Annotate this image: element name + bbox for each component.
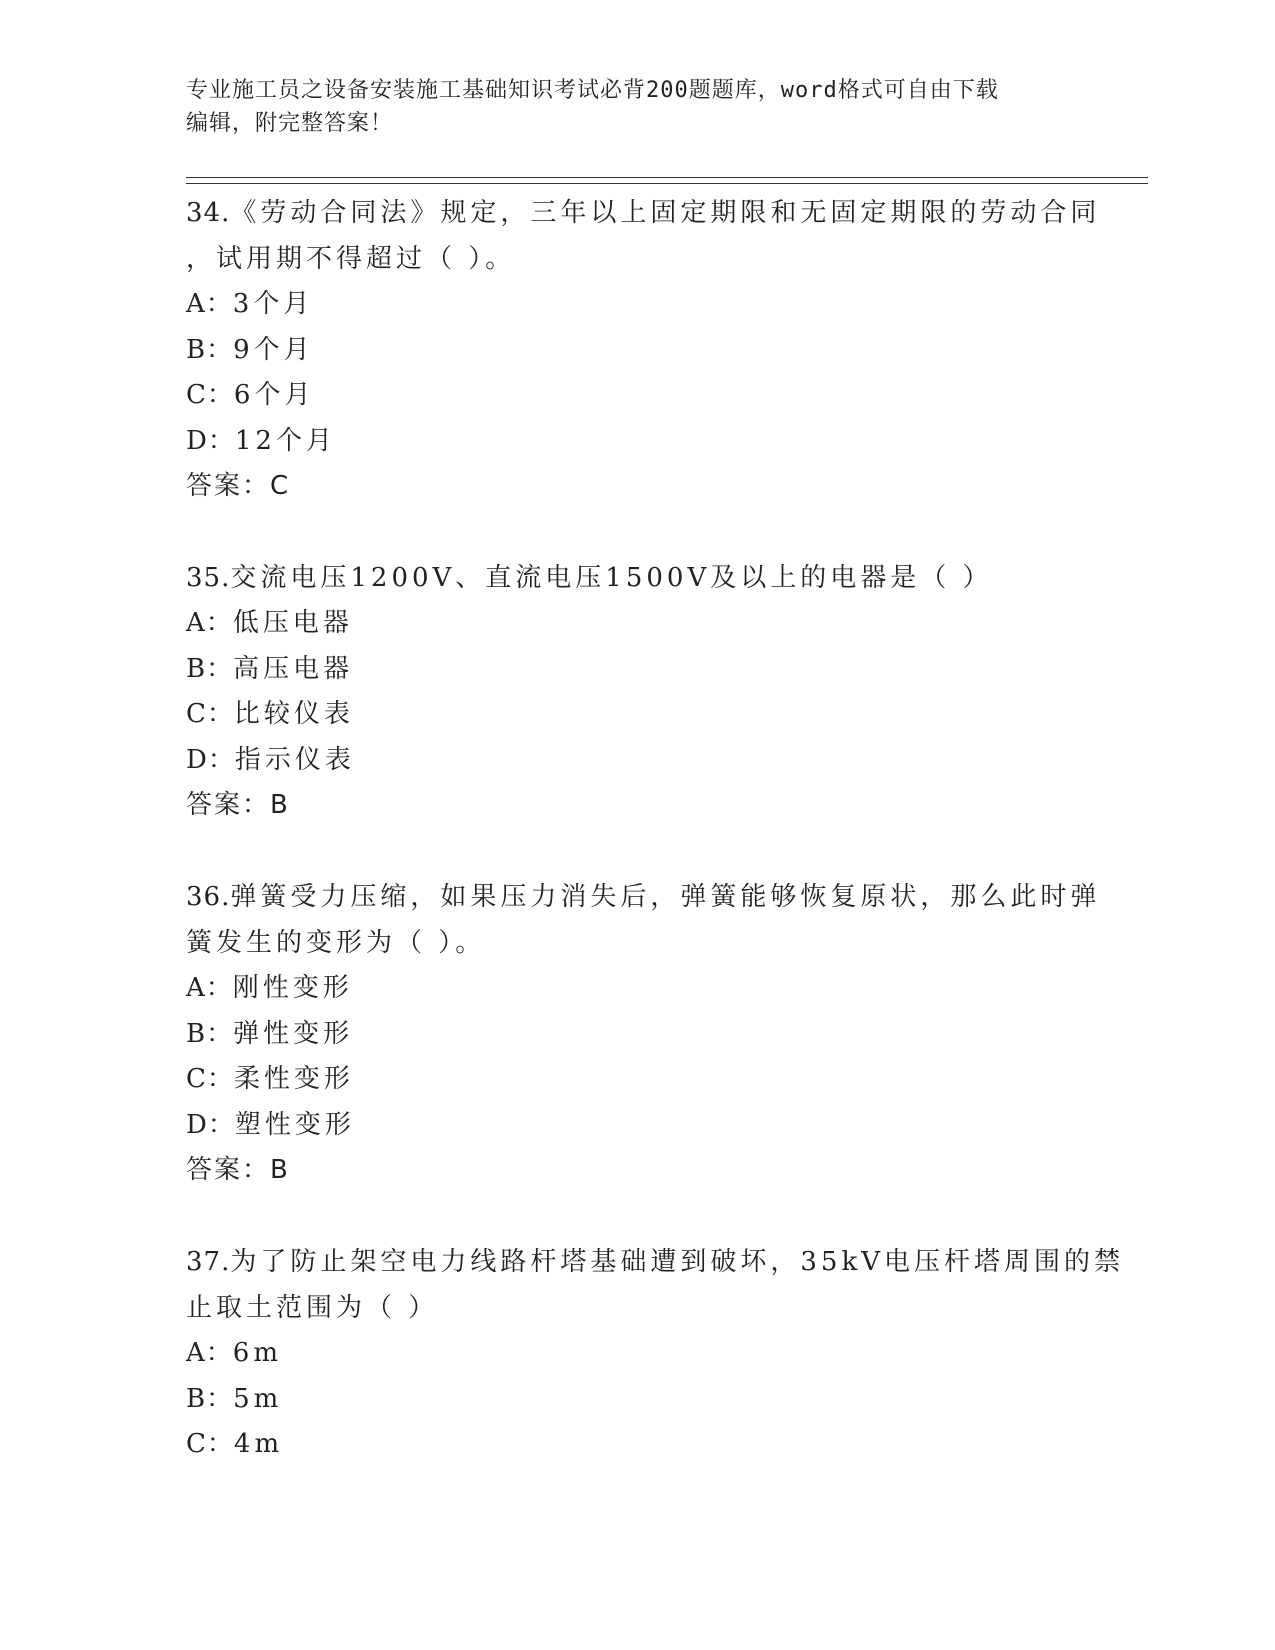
option-a bbox=[186, 601, 1086, 647]
option-c bbox=[186, 692, 1086, 738]
question-text-line: 簧发生的变形为（ ）。 bbox=[186, 928, 486, 958]
option-key: C： bbox=[186, 1064, 234, 1094]
option-text: 指示仪表 bbox=[234, 744, 355, 775]
question-number: 34. bbox=[186, 198, 231, 228]
option-text: 低压电器 bbox=[232, 608, 353, 638]
option-c bbox=[186, 1057, 1086, 1103]
option-text: 6m bbox=[232, 1338, 282, 1368]
option-key: A： bbox=[186, 973, 233, 1003]
option-text: 柔性变形 bbox=[233, 1064, 354, 1094]
header-divider-top bbox=[186, 177, 1148, 178]
option-key: B： bbox=[186, 653, 234, 684]
option-text: 9个月 bbox=[233, 334, 314, 365]
option-b bbox=[186, 328, 1086, 374]
option-c bbox=[186, 373, 1086, 419]
option-key: D： bbox=[186, 1109, 235, 1140]
answer-text: 答案：B bbox=[186, 1155, 290, 1185]
question-text: 《劳动合同法》规定，三年以上固定期限和无固定期限的劳动合同 bbox=[230, 198, 1101, 228]
option-a bbox=[186, 282, 1086, 328]
document-header bbox=[186, 74, 1066, 140]
option-b bbox=[186, 1377, 1086, 1423]
option-key: C： bbox=[186, 1429, 234, 1459]
option-d bbox=[186, 1103, 1086, 1149]
option-key: A： bbox=[186, 608, 233, 638]
question-number: 35. bbox=[186, 563, 231, 593]
option-key: B： bbox=[186, 1018, 234, 1049]
header-divider-bottom bbox=[186, 183, 1148, 184]
option-key: A： bbox=[186, 1338, 233, 1368]
header-line-2: 编辑，附完整答案！ bbox=[186, 111, 394, 136]
option-text: 比较仪表 bbox=[233, 699, 354, 729]
option-a bbox=[186, 966, 1086, 1012]
option-key: C： bbox=[186, 380, 234, 410]
option-b bbox=[186, 647, 1086, 693]
question-list bbox=[186, 190, 1124, 1514]
option-text: 塑性变形 bbox=[234, 1109, 355, 1140]
option-text: 刚性变形 bbox=[232, 973, 353, 1003]
option-c bbox=[186, 1422, 1086, 1468]
question-text: 为了防止架空电力线路杆塔基础遭到破坏，35kV电压杆塔周围的禁 bbox=[230, 1247, 1124, 1277]
header-line-1: 专业施工员之设备安装施工基础知识考试必背200题题库，word格式可自由下载 bbox=[186, 78, 999, 103]
question-text-line bbox=[186, 1239, 1124, 1285]
option-key: B： bbox=[186, 334, 234, 365]
option-text: 弹性变形 bbox=[233, 1018, 354, 1049]
option-key: D： bbox=[186, 744, 235, 775]
question-text: 交流电压1200V、直流电压1500V及以上的电器是（ ） bbox=[230, 563, 993, 593]
option-text: 6个月 bbox=[233, 380, 315, 410]
question-number: 37. bbox=[186, 1247, 231, 1277]
option-d bbox=[186, 419, 1086, 465]
question-36 bbox=[186, 874, 1101, 1193]
option-key: A： bbox=[186, 289, 233, 319]
question-35 bbox=[186, 555, 1086, 828]
option-text: 3个月 bbox=[232, 289, 314, 319]
option-text: 高压电器 bbox=[233, 653, 354, 684]
question-text-line bbox=[186, 874, 1101, 920]
question-37 bbox=[186, 1239, 1124, 1468]
question-text-line bbox=[186, 190, 1101, 236]
option-text: 5m bbox=[233, 1383, 283, 1414]
answer-text: 答案：B bbox=[186, 790, 290, 820]
option-text: 12个月 bbox=[234, 425, 336, 456]
answer-text: 答案：C bbox=[186, 471, 291, 501]
option-key: D： bbox=[186, 425, 235, 456]
question-text: 弹簧受力压缩，如果压力消失后，弹簧能够恢复原状，那么此时弹 bbox=[230, 882, 1101, 912]
question-34 bbox=[186, 190, 1101, 509]
option-a bbox=[186, 1331, 1086, 1377]
question-number: 36. bbox=[186, 882, 231, 912]
option-key: C： bbox=[186, 699, 234, 729]
option-b bbox=[186, 1012, 1086, 1058]
question-text-line: ，试用期不得超过（ ）。 bbox=[186, 244, 516, 274]
question-text-line bbox=[186, 555, 1086, 601]
question-text-line: 止取土范围为（ ） bbox=[186, 1293, 439, 1323]
option-d bbox=[186, 738, 1086, 784]
option-key: B： bbox=[186, 1383, 234, 1414]
option-text: 4m bbox=[233, 1429, 284, 1459]
